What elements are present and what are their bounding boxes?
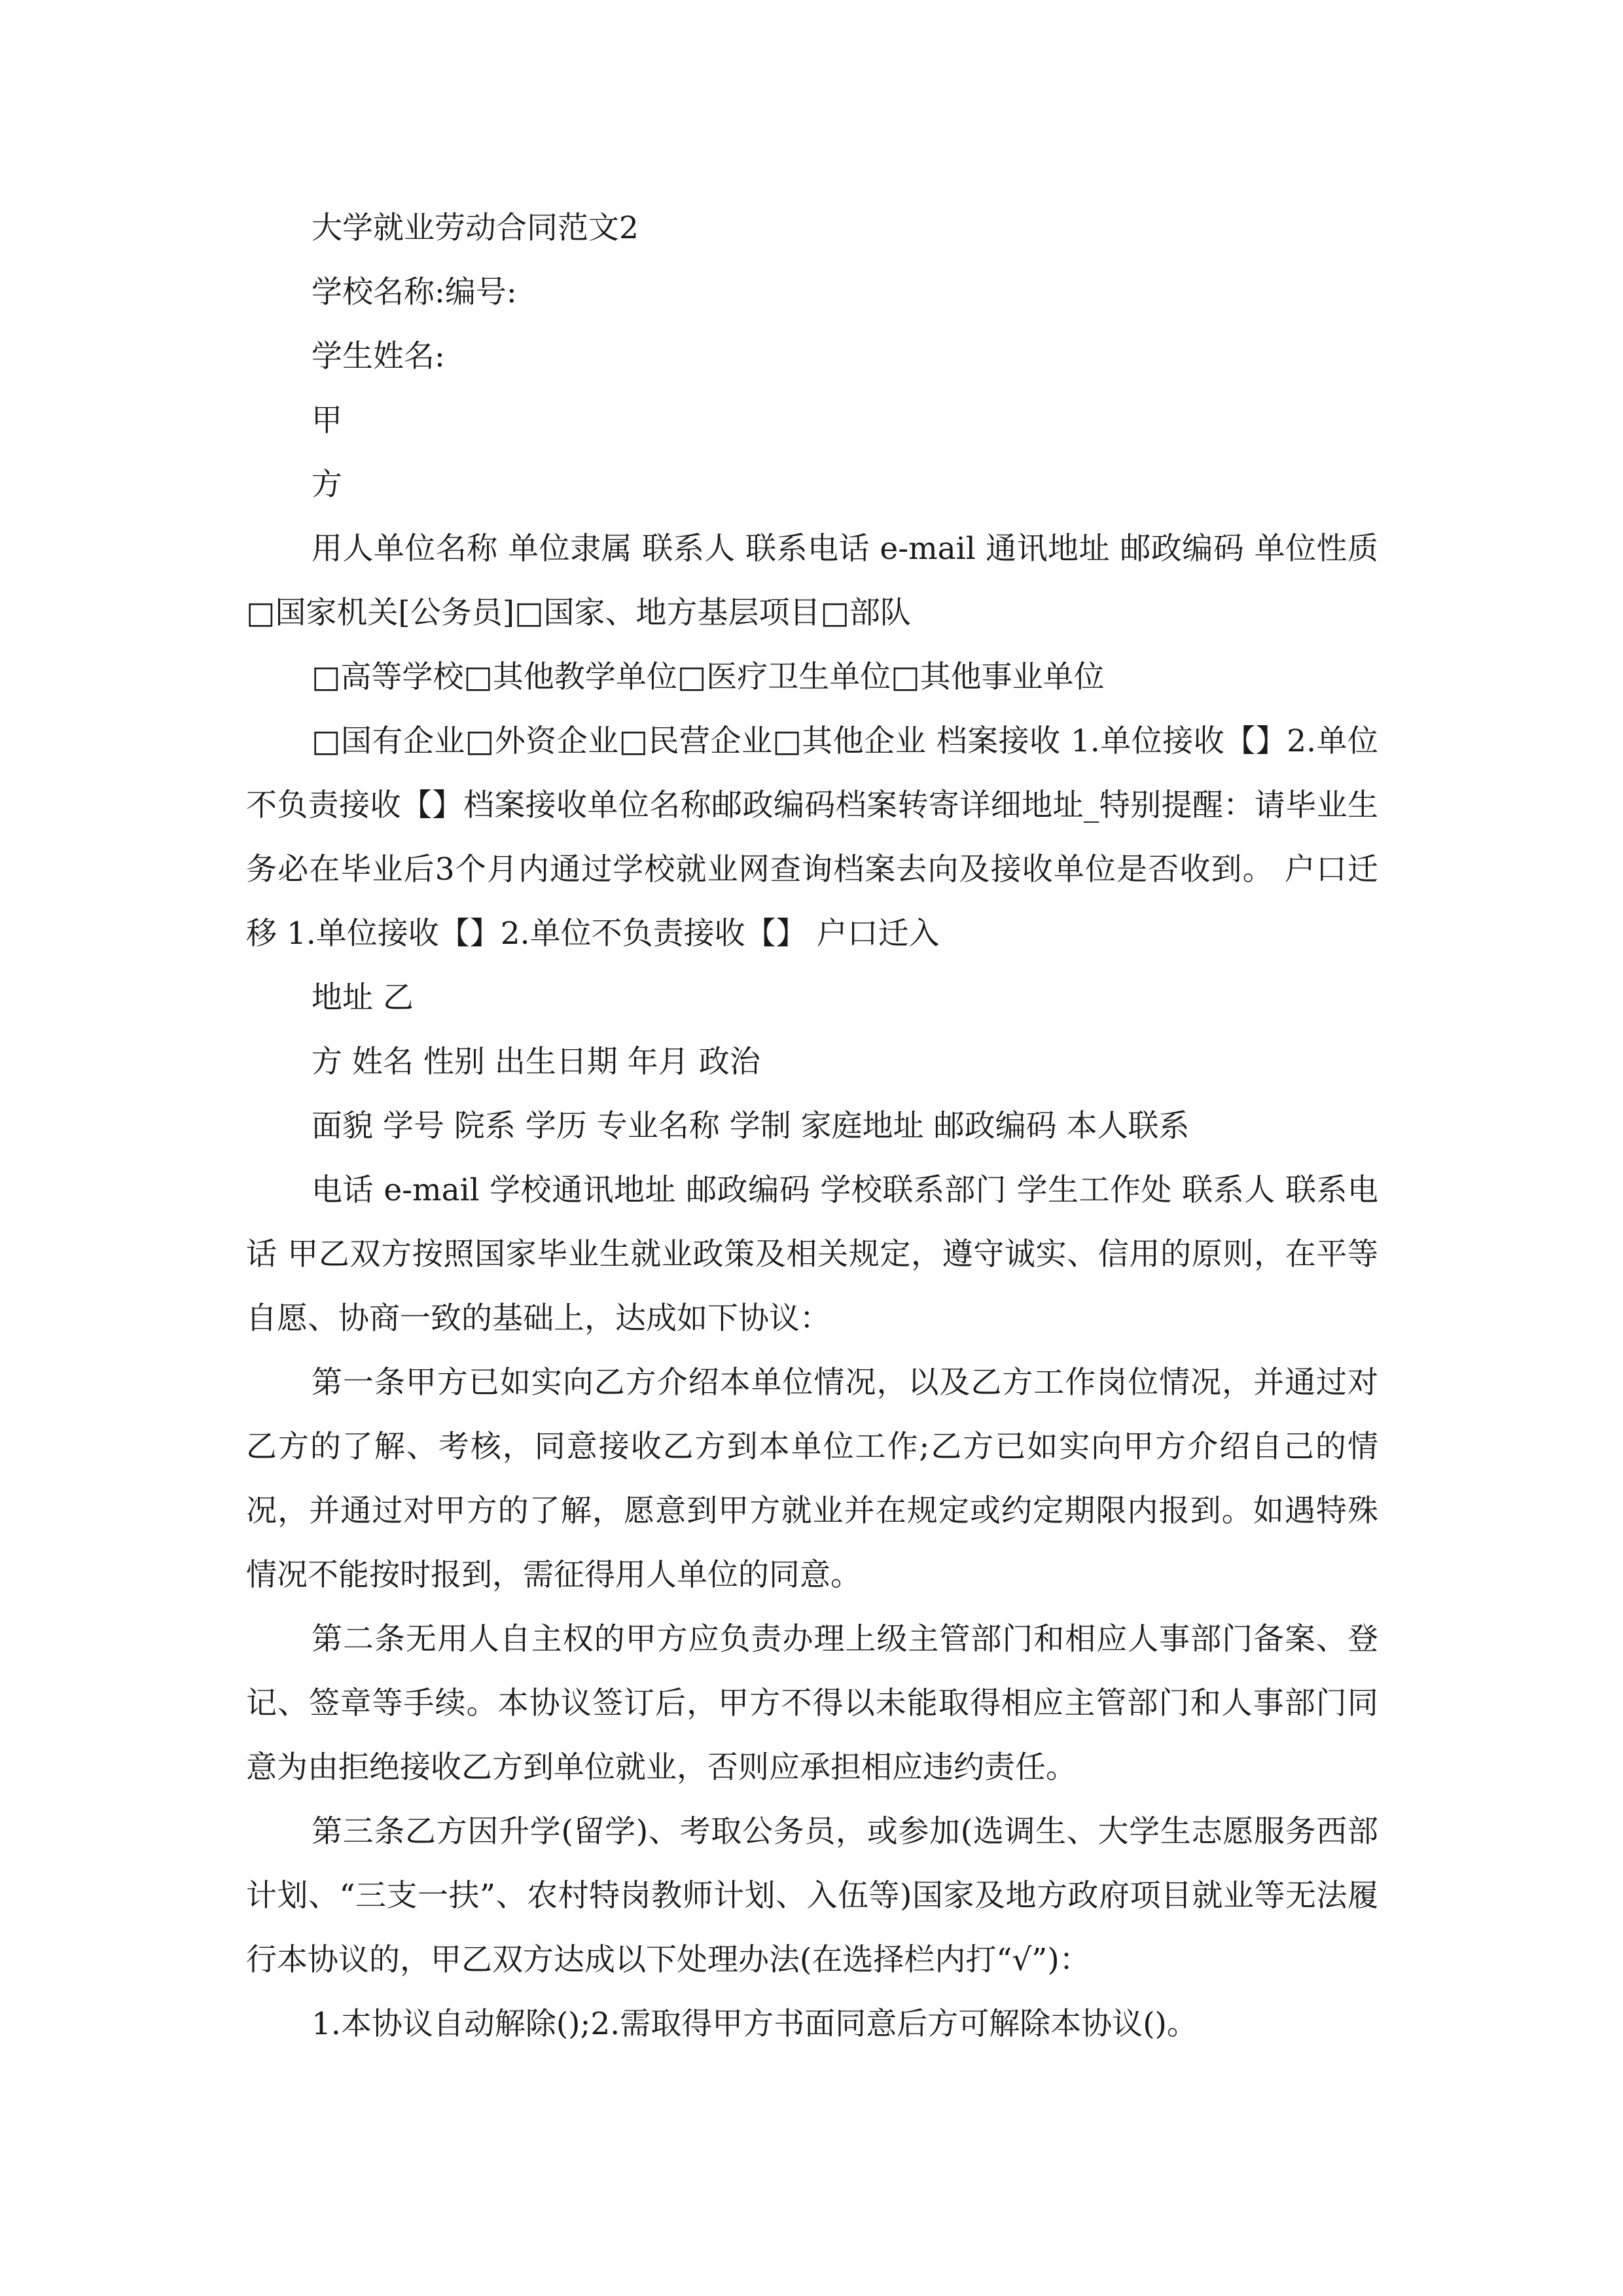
address-line: 地址 乙: [312, 980, 414, 1016]
article-3-options: 1.本协议自动解除();2.需取得甲方书面同意后方可解除本协议()。: [312, 2006, 1198, 2042]
party-a-label-1: 甲: [312, 403, 342, 439]
party-b-fields-2: 面貌 学号 院系 学历 专业名称 学制 家庭地址 邮政编码 本人联系: [312, 1108, 1190, 1144]
party-b-fields-1: 方 姓名 性别 出生日期 年月 政治: [312, 1044, 760, 1080]
article-2: 第二条无用人自主权的甲方应负责办理上级主管部门和相应人事部门备案、登记、签章等手续。本协议签订后，甲方不得以未能取得相应主管部门和人事部门同意为由拒绝接收乙方到单位就业，否则应承担相应违约责任。: [246, 1621, 1378, 1785]
contact-and-preamble: 电话 e-mail 学校通讯地址 邮政编码 学校联系部门 学生工作处 联系人 联系电话 甲乙双方按照国家毕业生就业政策及相关规定，遵守诚实、信用的原则，在平等自愿、协商一致的基础上，达成如下协议：: [246, 1172, 1378, 1336]
student-name-line: 学生姓名:: [312, 338, 445, 374]
document-title: 大学就业劳动合同范文2: [312, 210, 639, 246]
employer-fields-paragraph: 用人单位名称 单位隶属 联系人 联系电话 e-mail 通讯地址 邮政编码 单位性质 □国家机关[公务员]□国家、地方基层项目□部队: [246, 531, 1378, 631]
document-body: [246, 196, 1378, 2056]
unit-type-options-2: □国有企业□外资企业□民营企业□其他企业 档案接收 1.单位接收【】2.单位不负责接收【】档案接收单位名称邮政编码档案转寄详细地址_特别提醒：请毕业生务必在毕业后3个月内通过学校就业网查询档案去向及接收单位是否收到。 户口迁移 1.单位接收【】2.单位不负责接收【】 户口迁入: [246, 723, 1378, 952]
article-3: 第三条乙方因升学(留学)、考取公务员，或参加(选调生、大学生志愿服务西部计划、“三支一扶”、农村特岗教师计划、入伍等)国家及地方政府项目就业等无法履行本协议的，甲乙双方达成以下处理办法(在选择栏内打“√”)：: [246, 1814, 1378, 1978]
party-a-label-2: 方: [312, 467, 342, 503]
article-1: 第一条甲方已如实向乙方介绍本单位情况，以及乙方工作岗位情况，并通过对乙方的了解、考核，同意接收乙方到本单位工作;乙方已如实向甲方介绍自己的情况，并通过对甲方的了解，愿意到甲方就业并在规定或约定期限内报到。如遇特殊情况不能按时报到，需征得用人单位的同意。: [246, 1365, 1378, 1593]
school-name-line: 学校名称:编号:: [312, 274, 517, 310]
unit-type-options-1: □高等学校□其他教学单位□医疗卫生单位□其他事业单位: [312, 659, 1105, 695]
